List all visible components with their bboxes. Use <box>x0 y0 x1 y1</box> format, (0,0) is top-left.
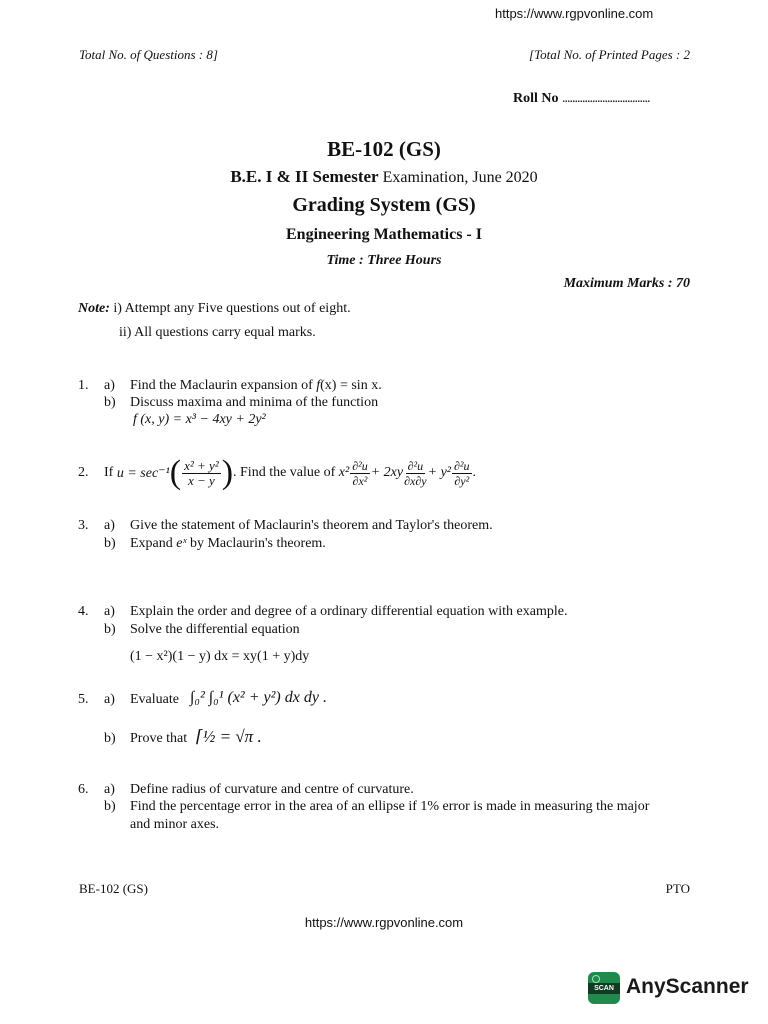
question-2 <box>0 448 768 498</box>
question-2-math: If u = sec⁻¹ ( $\frac{\text{x² + y²}}{x - y}$ ) . Find the value of x² $\frac{\text{∂²u}}{\text{∂x²}}$ + 2xy $\frac{\text{∂²u}}{\partial x\partial y}$ + y² $\frac{\text{∂²u}}{\text{∂y²}}$ . <box>104 454 477 491</box>
part-label: a) <box>104 518 115 533</box>
question-text: Expand eˣ by Maclaurin's theorem. <box>130 536 326 551</box>
part-label: a) <box>104 782 115 797</box>
roll-no-blank: ................................... <box>562 91 650 106</box>
part-label: b) <box>104 536 116 551</box>
question-4b <box>0 622 768 640</box>
question-text: Evaluate <box>130 692 179 707</box>
question-4a <box>0 604 768 622</box>
question-text: Find the Maclaurin expansion of f(x) = sin x. <box>130 378 382 393</box>
question-6b-continued: and minor axes. <box>130 817 220 832</box>
question-text: Give the statement of Maclaurin's theorem and Taylor's theorem. <box>130 518 493 533</box>
question-number: 5. <box>78 692 89 707</box>
grading-system: Grading System (GS) <box>292 194 476 216</box>
double-integral: ∫₀² ∫₀¹ (x² + y²) dx dy . <box>190 689 327 706</box>
question-1b <box>0 395 768 413</box>
footer-paper-code: BE-102 (GS) <box>79 881 148 896</box>
question-5a <box>0 685 768 715</box>
question-6b <box>0 799 768 817</box>
pto-label: PTO <box>665 881 690 896</box>
gamma-expression: ⌈½ = √π . <box>196 727 262 746</box>
subject-title: Engineering Mathematics - I <box>286 226 482 243</box>
question-text: Find the percentage error in the area of an ellipse if 1% error is made in measuring the major <box>130 799 650 814</box>
question-6a <box>0 782 768 800</box>
part-label: a) <box>104 604 115 619</box>
anyscanner-brand: AnyScanner <box>626 975 749 998</box>
question-number: 6. <box>78 782 89 797</box>
part-label: b) <box>104 395 116 410</box>
question-1a <box>0 378 768 396</box>
note-item-1: i) Attempt any Five questions out of eight. <box>113 301 351 316</box>
question-text: Prove that <box>130 731 188 746</box>
roll-no <box>513 91 650 107</box>
roll-no-label: Roll No <box>513 91 559 106</box>
question-3b <box>0 536 768 554</box>
question-3a <box>0 518 768 536</box>
semester-line <box>0 167 768 187</box>
question-5b <box>0 725 768 755</box>
question-number: 4. <box>78 604 89 619</box>
website-url-top: https://www.rgpvonline.com <box>495 6 654 21</box>
anyscanner-logo-icon: SCAN <box>588 972 620 1004</box>
exam-session: Examination, June 2020 <box>378 169 538 186</box>
part-label: b) <box>104 731 116 746</box>
question-number: 3. <box>78 518 89 533</box>
total-questions: Total No. of Questions : 8] <box>79 47 218 62</box>
exam-time: Time : Three Hours <box>326 253 442 268</box>
question-number: 2. <box>78 465 89 480</box>
total-printed-pages: [Total No. of Printed Pages : 2 <box>529 47 690 62</box>
website-url-bottom: https://www.rgpvonline.com <box>304 915 464 930</box>
semester-label: B.E. I & II Semester <box>230 167 379 186</box>
note-item-2: ii) All questions carry equal marks. <box>119 325 316 340</box>
question-text: Solve the differential equation <box>130 622 300 637</box>
maximum-marks: Maximum Marks : 70 <box>563 276 690 291</box>
question-text: Define radius of curvature and centre of curvature. <box>130 782 414 797</box>
paper-code: BE-102 (GS) <box>327 137 441 161</box>
function-expression: f (x, y) = x³ − 4xy + 2y² <box>133 412 266 427</box>
note-line-1 <box>78 301 351 317</box>
differential-equation: (1 − x²)(1 − y) dx = xy(1 + y)dy <box>130 649 310 664</box>
part-label: a) <box>104 378 115 393</box>
note-label: Note: <box>78 301 110 316</box>
part-label: b) <box>104 799 116 814</box>
question-text: Explain the order and degree of a ordinary differential equation with example. <box>130 604 568 619</box>
part-label: b) <box>104 622 116 637</box>
part-label: a) <box>104 692 115 707</box>
question-number: 1. <box>78 378 89 393</box>
question-text: Discuss maxima and minima of the function <box>130 395 379 410</box>
